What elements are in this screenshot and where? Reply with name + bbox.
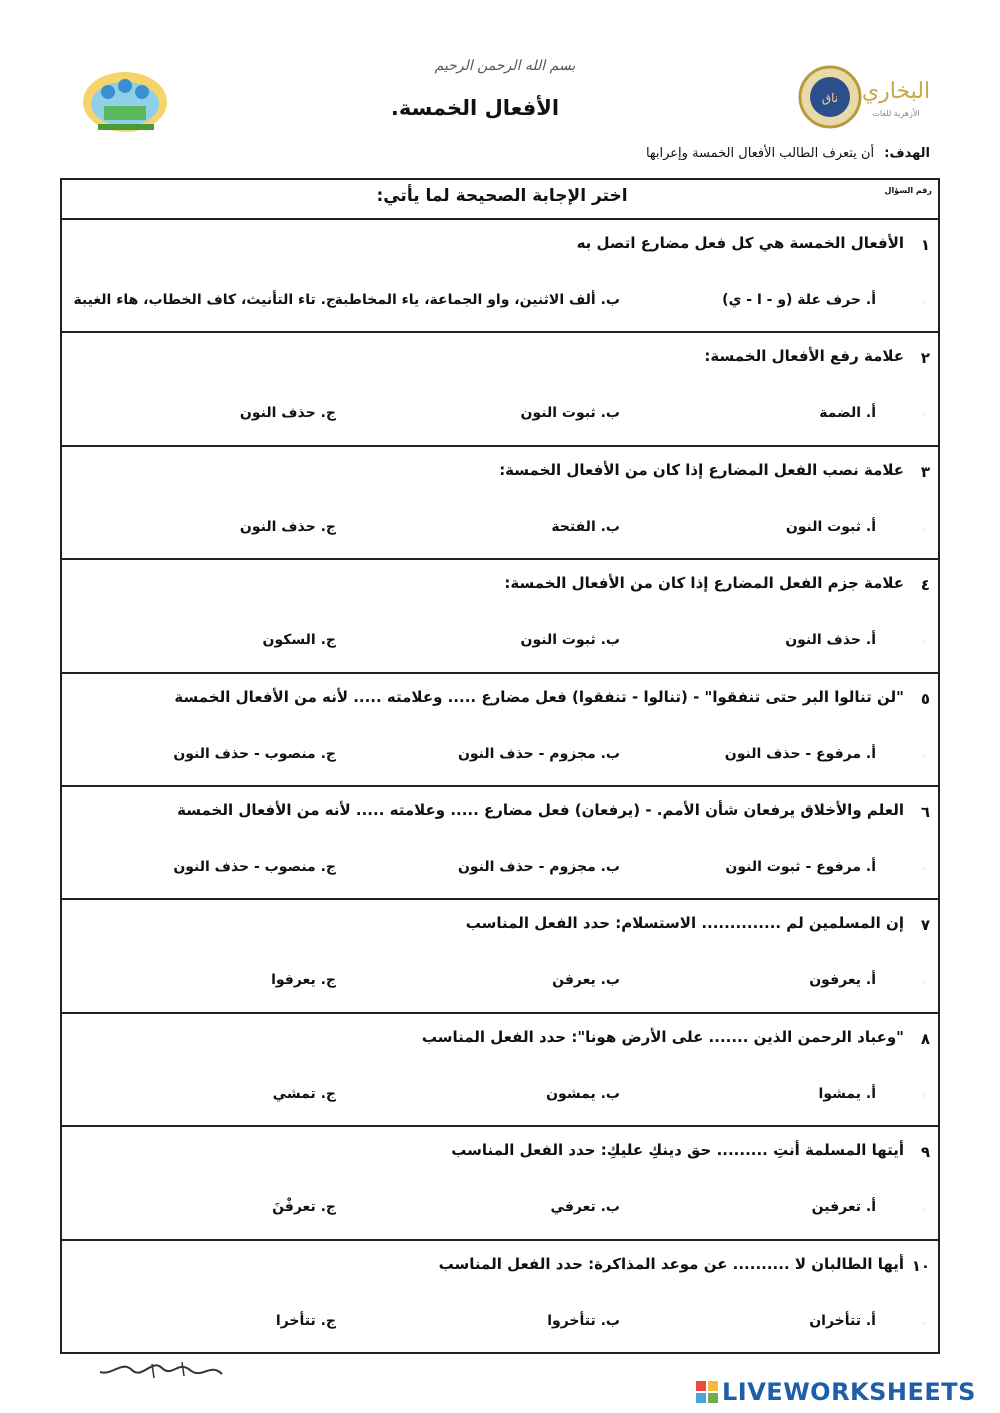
answer-marker: ◦ [921, 978, 926, 988]
page-title: الأفعال الخمسة. [390, 96, 560, 120]
answer-marker: ◦ [921, 638, 926, 648]
answer-marker: ◦ [921, 298, 926, 307]
question-text: العلم والأخلاق يرفعان شأن الأمم. - (يرفعان) فعل مضارع ..... وعلامته ..... لأنه من الأفعال الخمسة [177, 800, 904, 819]
option-a[interactable]: أ. مرفوع - ثبوت النون [725, 858, 876, 875]
question-text: أيها الطالبان لا .......... عن موعد المذاكرة: حدد الفعل المناسب [438, 1254, 904, 1273]
option-c[interactable]: ج. تتأخرا [275, 1312, 336, 1329]
option-a[interactable]: أ. ثبوت النون [785, 518, 876, 535]
brand-name: LIVEWORKSHEETS [722, 1378, 976, 1406]
option-a[interactable]: أ. مرفوع - حذف النون [724, 745, 876, 762]
answer-marker: ◦ [921, 864, 926, 874]
question-text: علامة جزم الفعل المضارع إذا كان من الأفعال الخمسة: [504, 574, 904, 593]
question-number: ١ [920, 236, 930, 254]
option-b[interactable]: ب. تعرفي [550, 1199, 620, 1216]
question-number: ٥ [920, 689, 930, 708]
answer-marker: ◦ [921, 411, 926, 421]
question-number: ٧ [920, 916, 930, 935]
answer-marker: ◦ [921, 524, 926, 534]
option-b[interactable]: ب. ثبوت النون [520, 405, 620, 422]
question-number: ٣ [920, 462, 930, 481]
option-c[interactable]: ج. منصوب - حذف النون [173, 858, 336, 875]
question-number: ١٠ [911, 1256, 930, 1275]
question-number: ٩ [920, 1143, 930, 1162]
question-row-4 [62, 560, 938, 673]
option-a[interactable]: أ. حرف علة (و - ا - ي) [722, 292, 876, 308]
question-row-6 [62, 787, 938, 900]
question-text: "وعباد الرحمن الذين ....... على الأرض هونا": حدد الفعل المناسب [421, 1027, 904, 1046]
option-c[interactable]: ج. تمشي [272, 1085, 336, 1102]
liveworksheets-logo-icon [696, 1381, 718, 1403]
option-c[interactable]: ج. تاء التأنيث، كاف الخطاب، هاء الغيبة [73, 292, 336, 308]
question-text: الأفعال الخمسة هي كل فعل مضارع اتصل به [576, 234, 904, 252]
option-c[interactable]: ج. منصوب - حذف النون [173, 745, 336, 762]
question-number: ٨ [920, 1029, 930, 1048]
question-number: ٤ [920, 576, 930, 595]
option-c[interactable]: ج. السكون [262, 632, 336, 649]
option-a[interactable]: أ. تعرفين [811, 1199, 876, 1216]
question-row-8 [62, 1014, 938, 1127]
instruction: اختر الإجابة الصحيحة لما يأتي: [376, 186, 628, 206]
option-b[interactable]: ب. ثبوت النون [520, 632, 620, 649]
option-a[interactable]: أ. يمشوا [818, 1085, 876, 1102]
teacher-signature [92, 1356, 232, 1386]
institute-logo [796, 62, 936, 132]
answer-marker: ◦ [921, 751, 926, 761]
option-c[interactable]: ج. يعرفوا [271, 972, 336, 989]
goal-text: أن يتعرف الطالب الأفعال الخمسة وإعرابها [645, 146, 875, 161]
option-b[interactable]: ب. الفتحة [551, 518, 620, 535]
question-row-2 [62, 333, 938, 446]
option-c[interactable]: ج. تعرفْنَ [272, 1199, 336, 1216]
option-b[interactable]: ب. مجزوم - حذف النون [457, 858, 620, 875]
question-text: "لن تنالوا البر حتى تنفقوا" - (تنالوا - تنفقوا) فعل مضارع ..... وعلامته ..... لأنه من الأفعال الخمسة [174, 687, 904, 706]
question-row-7 [62, 900, 938, 1013]
lesson-goal [646, 146, 930, 161]
option-b[interactable]: ب. يعرفن [552, 972, 620, 989]
goal-label: الهدف: [884, 146, 930, 161]
option-b[interactable]: ب. تتأخروا [547, 1312, 620, 1329]
option-a[interactable]: أ. يعرفون [809, 972, 876, 989]
liveworksheets-brand [696, 1378, 976, 1406]
option-b[interactable]: ب. مجزوم - حذف النون [457, 745, 620, 762]
option-c[interactable]: ج. حذف النون [239, 405, 336, 422]
option-b[interactable]: ب. يمشون [546, 1085, 620, 1102]
svg-text:البخاري: البخاري [861, 79, 931, 104]
question-number: ٦ [920, 802, 930, 821]
question-number: ٢ [920, 349, 930, 368]
svg-text:ناق: ناق [821, 91, 839, 105]
answer-marker: ◦ [921, 1318, 926, 1328]
question-text: علامة رفع الأفعال الخمسة: [704, 347, 904, 366]
option-a[interactable]: أ. حذف النون [785, 632, 876, 649]
option-b[interactable]: ب. ألف الاثنين، واو الجماعة، ياء المخاطبة [334, 292, 620, 308]
question-row-5 [62, 674, 938, 787]
answer-marker: ◦ [921, 1091, 926, 1101]
basmala: بسم الله الرحمن الرحيم [434, 58, 576, 74]
question-sheet [60, 178, 940, 1354]
answer-marker: ◦ [921, 1205, 926, 1215]
option-a[interactable]: أ. تتأخران [809, 1312, 876, 1329]
sheet-header [62, 180, 938, 220]
question-number-label: رقم السؤال [884, 186, 932, 195]
question-row-9 [62, 1127, 938, 1240]
question-row-3 [62, 447, 938, 560]
question-row-1 [62, 220, 938, 333]
svg-text:الأزهرية للغات: الأزهرية للغات [872, 109, 920, 118]
question-text: إن المسلمين لم .............. الاستسلام: حدد الفعل المناسب [465, 914, 904, 933]
question-text: علامة نصب الفعل المضارع إذا كان من الأفعال الخمسة: [499, 460, 904, 479]
option-a[interactable]: أ. الضمة [819, 405, 876, 422]
question-row-10 [62, 1241, 938, 1354]
school-logo [78, 62, 173, 137]
question-text: أيتها المسلمة أنتِ ......... حق دينكِ عليكِ: حدد الفعل المناسب [451, 1141, 904, 1160]
page-header [0, 0, 1000, 180]
option-c[interactable]: ج. حذف النون [239, 518, 336, 535]
